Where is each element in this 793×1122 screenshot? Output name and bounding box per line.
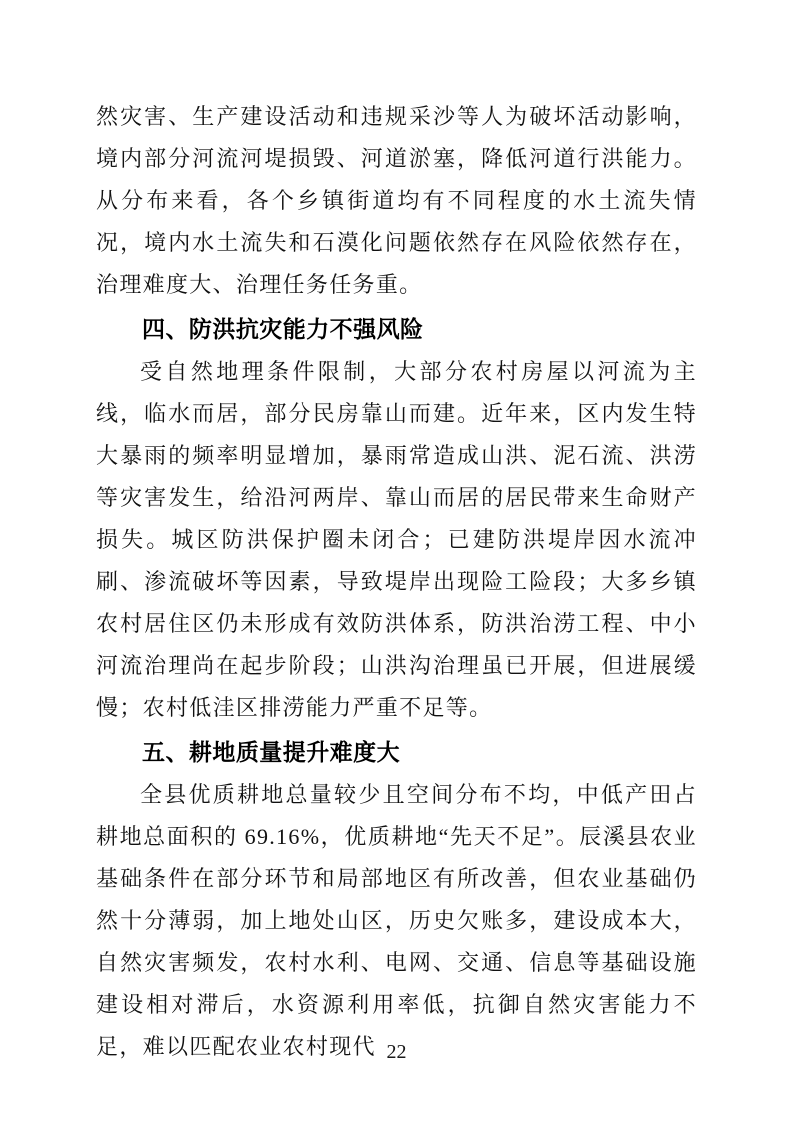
document-body bbox=[96, 96, 697, 1068]
section-heading: 四、防洪抗灾能力不强风险 bbox=[142, 316, 424, 342]
section-heading: 五、耕地质量提升难度大 bbox=[142, 739, 401, 765]
page-number: 22 bbox=[386, 1041, 407, 1063]
body-paragraph: 全县优质耕地总量较少且空间分布不均，中低产田占耕地总面积的 69.16%，优质耕地“先天不足”。辰溪县农业基础条件在部分环节和局部地区有所改善，但农业基础仍然十分薄弱，加上地处山区，历史欠账多，建设成本大，自然灾害频发，农村水利、电网、交通、信息等基础设施建设相对滞后，水资源利用率低，抗御自然灾害能力不足，难以匹配农业农村现代 bbox=[96, 782, 697, 1059]
body-paragraph: 然灾害、生产建设活动和违规采沙等人为破坏活动影响，境内部分河流河堤损毁、河道淤塞，降低河道行洪能力。从分布来看，各个乡镇街道均有不同程度的水土流失情况，境内水土流失和石漠化问题依然存在风险依然存在，治理难度大、治理任务任务重。 bbox=[96, 104, 697, 297]
body-paragraph: 受自然地理条件限制，大部分农村房屋以河流为主线，临水而居，部分民房靠山而建。近年来，区内发生特大暴雨的频率明显增加，暴雨常造成山洪、泥石流、洪涝等灾害发生，给沿河两岸、靠山而居的居民带来生命财产损失。城区防洪保护圈未闭合；已建防洪堤岸因水流冲刷、渗流破坏等因素，导致堤岸出现险工险段；大多乡镇农村居住区仍未形成有效防洪体系，防洪治涝工程、中小河流治理尚在起步阶段；山洪沟治理虽已开展，但进展缓慢；农村低洼区排涝能力严重不足等。 bbox=[96, 359, 697, 720]
